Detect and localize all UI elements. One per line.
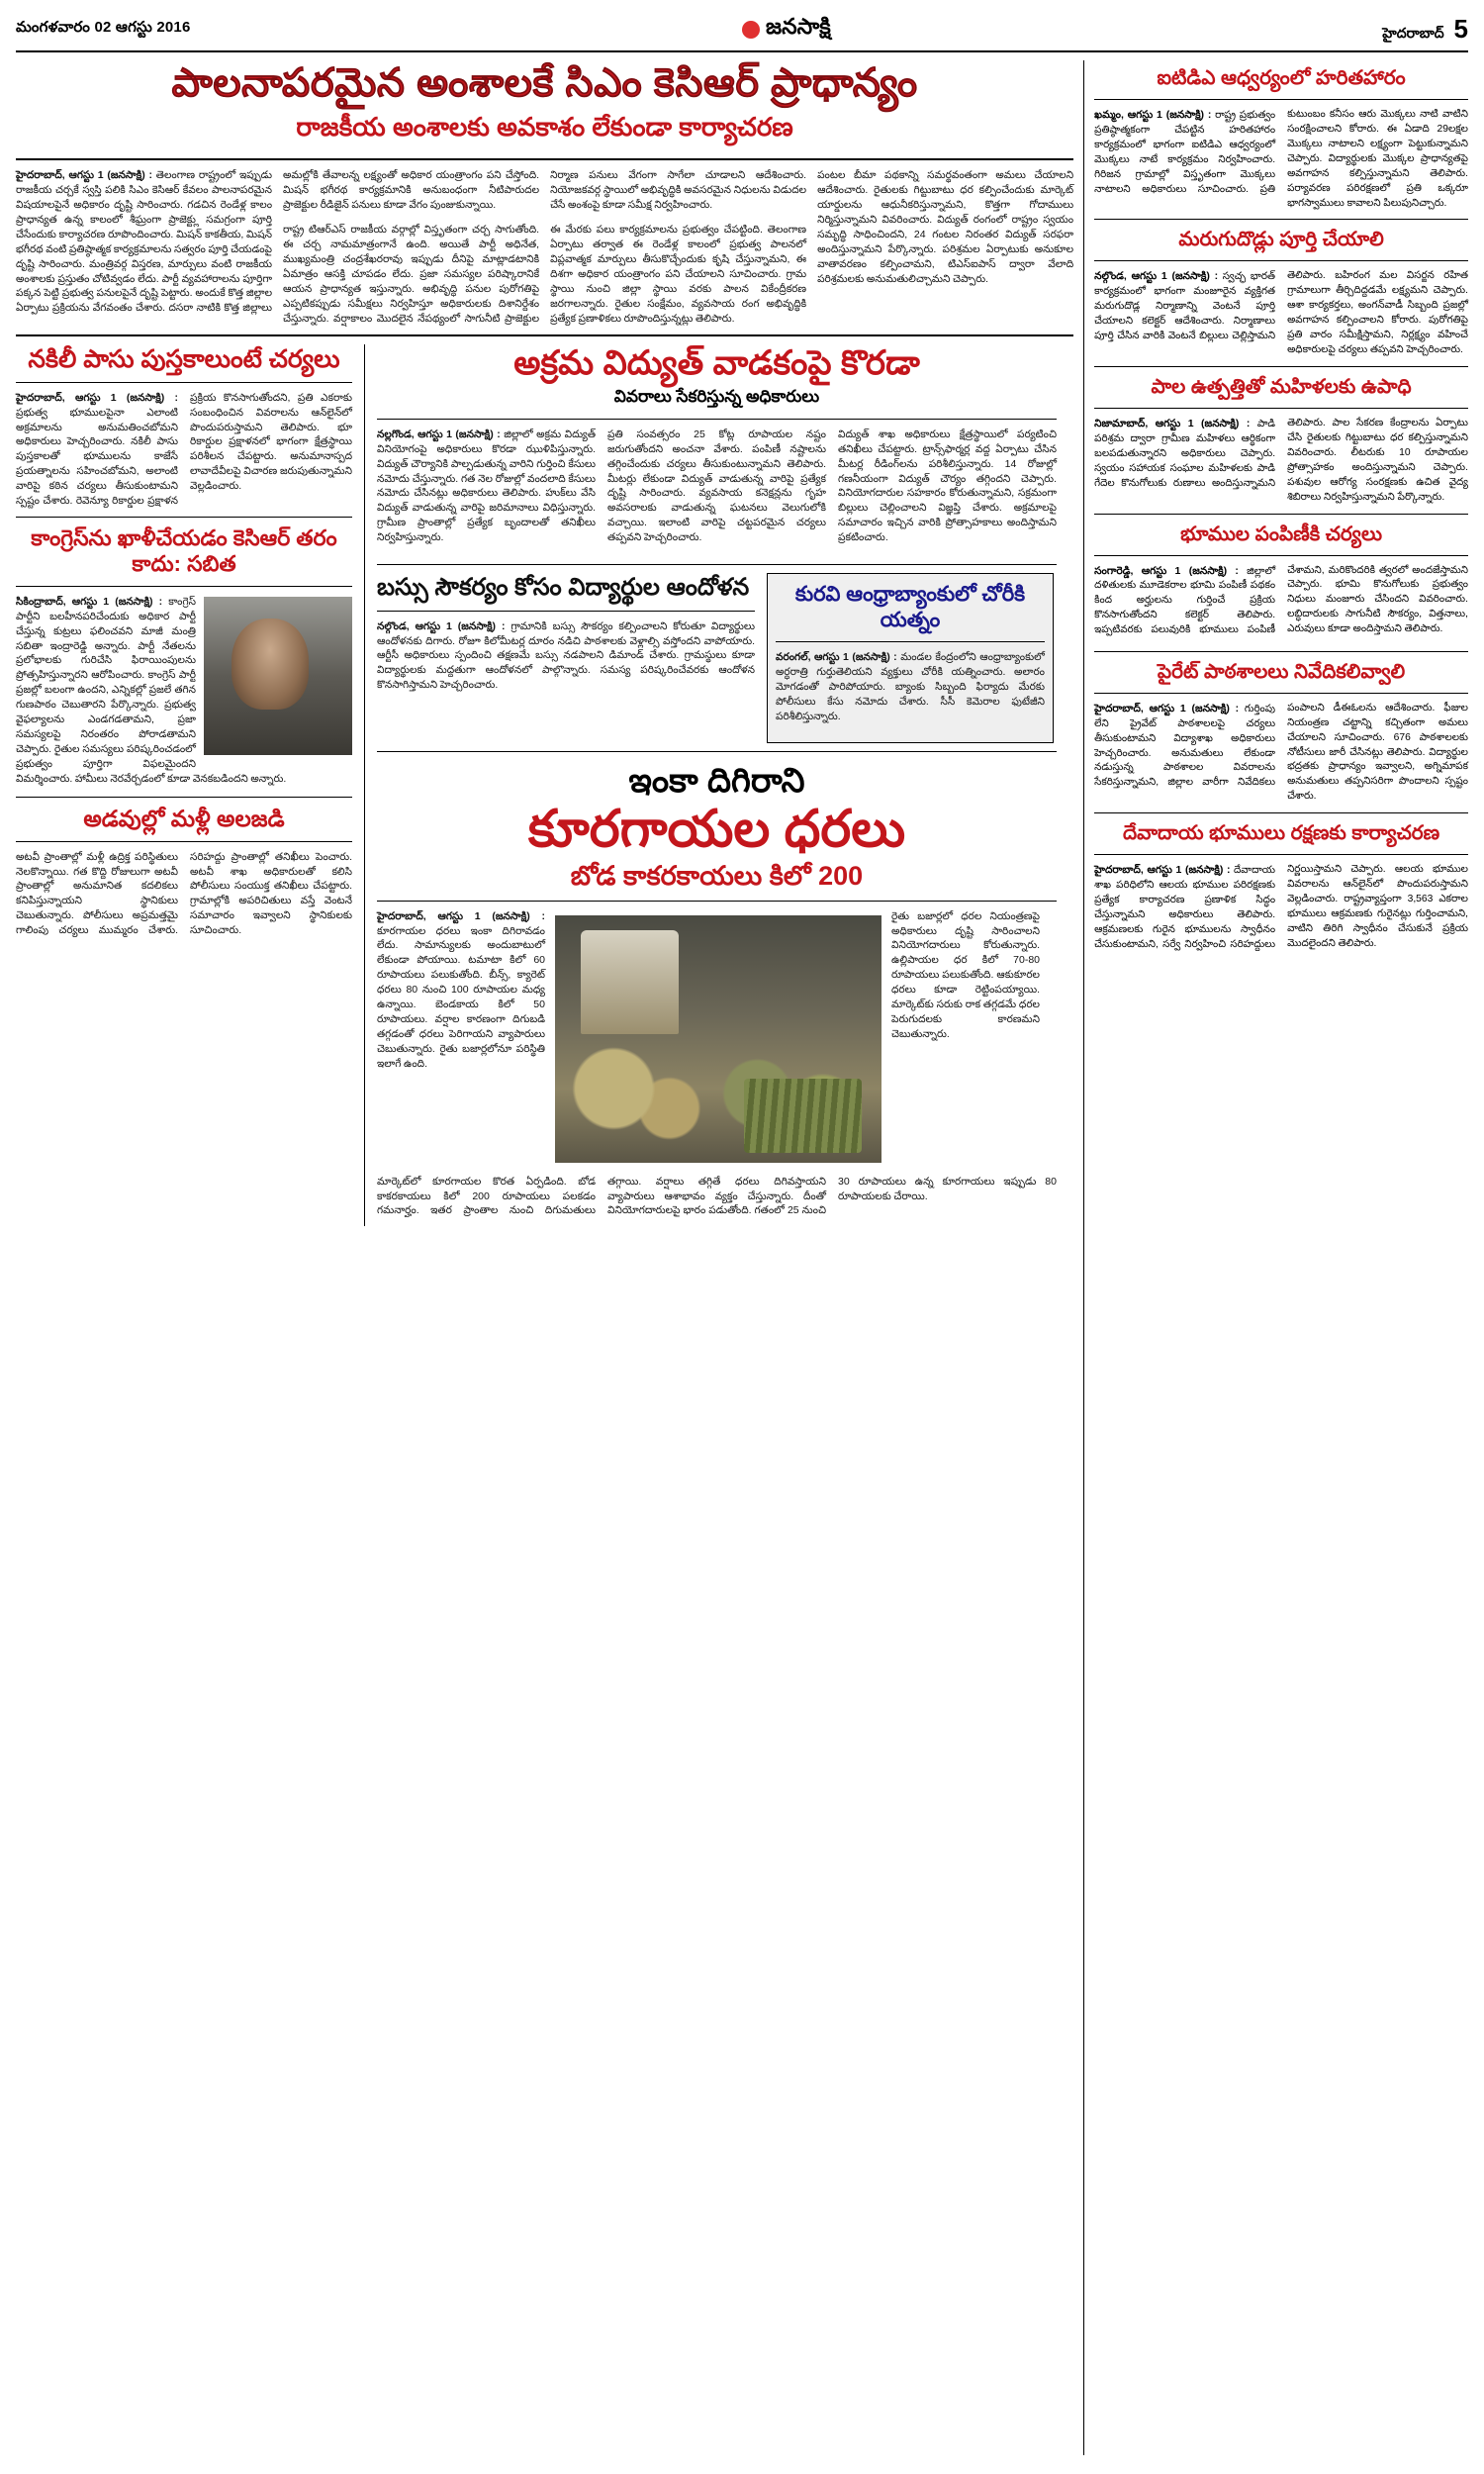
divider [16,797,352,798]
lead-col3: ఈ మేరకు పలు కార్యక్రమాలను ప్రభుత్వం చేపట్టింది. తెలంగాణ ఏర్పాటు తర్వాత ఈ రెండేళ్ల కాలంలో ప్రభుత్వ పాలనలో విప్లవాత్మక మార్పులు తీసుకొచ్చేందుకు కృషి చేస్తున్నామని, ఈ దిశగా అధికార యంత్రాంగం పని చేయాలని సూచించారు. గ్రామ స్థాయి నుంచి జిల్లా స్థాయి వరకు పాలన వికేంద్రీకరణ జరగాలన్నారు. రైతుల సంక్షేమం, వ్యవసాయ రంగ అభివృద్ధికి ప్రత్యేక ప్రణాళికలు రూపొందిస్తున్నట్లు తెలిపారు. [550,224,807,325]
power-theft-col3: విద్యుత్ శాఖ అధికారులు క్షేత్రస్థాయిలో పర్యటించి తనిఖీలు చేపట్టారు. ట్రాన్స్‌ఫార్మర్ల వద్ద ఏర్పాటు చేసిన మీటర్ల రీడింగ్‌లను పరిశీలిస్తున్నారు. 14 రోజుల్లో గణనీయంగా విద్యుత్ చౌర్యం తగ్గిందని చెప్పారు. వినియోగదారుల సహకారం కోరుతున్నామని, సక్రమంగా బిల్లులు చెల్లించాలని విజ్ఞప్తి చేశారు. అక్రమాలపై సమాచారం ఇచ్చిన వారికి ప్రోత్సాహకాలు అందిస్తామని ప్రకటించారు. [838,428,1057,544]
veg-right-text [891,909,1040,1169]
story-private-schools [1094,660,1468,805]
sabitha-body [16,595,352,787]
divider [377,564,1057,565]
logo-dot-icon [742,21,760,39]
divider [1094,219,1468,220]
veg-kicker: ఇంకా దిగిరాని [628,762,805,801]
divider [1094,366,1468,367]
bus-byline: నల్గొండ, ఆగస్టు 1 (జనసాక్షి) : [377,619,506,632]
column-middle [364,344,1057,1227]
bank-text: మండల కేంద్రంలోని ఆంధ్రాబ్యాంకులో అర్ధరాత్రి గుర్తుతెలియని వ్యక్తులు చోరీకి యత్నించారు. అలారం మోగడంతో పారిపోయారు. బ్యాంకు సిబ్బంది ఫిర్యాదు మేరకు పోలీసులు కేసు నమోదు చేశారు. సీసీ కెమెరాల ఫుటేజీని పరిశీలిస్తున్నారు. [776,651,1045,722]
power-theft-headline: అక్రమ విద్యుత్ వాడకంపై కొరడా [513,343,920,382]
bank-headline: కురవి ఆంధ్రాబ్యాంకులో చోరీకి యత్నం [794,582,1026,631]
temple-body [1094,863,1468,957]
page-number: 5 [1453,14,1468,44]
page-indicator [1382,14,1468,45]
forest-text: అటవీ ప్రాంతాల్లో మళ్లీ ఉద్రిక్త పరిస్థితులు నెలకొన్నాయి. గత కొద్ది రోజులుగా అటవీ ప్రాంతాల్లో అనుమానిత కదలికలు కనిపిస్తున్నాయని స్థానికులు చెబుతున్నారు. పోలీసులు అప్రమత్తమై గాలింపు చర్యలు ముమ్మరం చేశారు. సరిహద్దు ప్రాంతాల్లో తనిఖీలు పెంచారు. అటవీ శాఖ అధికారులతో కలిసి పోలీసులు సంయుక్త తనిఖీలు చేపట్టారు. గ్రామాల్లోకి అపరిచితులు వస్తే వెంటనే సమాచారం ఇవ్వాలని స్థానికులకు సూచించారు. [16,850,352,937]
divider [1094,514,1468,515]
sabitha-photo [204,597,352,755]
veg-caption-left: కూరగాయల ధరలు ఇంకా దిగిరావడం లేదు. సామాన్యులకు అందుబాటులో లేకుండా పోయాయి. టమాటా కిలో 60 రూపాయలు పలుకుతోంది. బీన్స్, క్యారెట్ ధరలు 80 నుంచి 100 రూపాయల మధ్య ఉన్నాయి. బెండకాయ కిలో 50 రూపాయలు. వర్షాల కారణంగా దిగుబడి తగ్గడంతో ధరలు పెరిగాయని వ్యాపారులు చెబుతున్నారు. రైతు బజార్లలోనూ పరిస్థితి ఇలాగే ఉంది. [377,924,545,1070]
toilets-headline: మరుగుదొడ్లు పూర్తి చేయాలి [1178,229,1384,251]
divider [16,517,352,518]
veg-tail [377,1175,1057,1219]
divider [1094,555,1468,556]
temple-byline: హైదరాబాద్, ఆగస్టు 1 (జనసాక్షి) : [1094,864,1231,877]
story-toilets [1094,228,1468,358]
sabitha-text: కాంగ్రెస్ పార్టీని బలహీనపరిచేందుకు అధికార పార్టీ చేస్తున్న కుట్రలు ఫలించవని మాజీ మంత్రి సబితా ఇంద్రారెడ్డి అన్నారు. పార్టీ నేతలను ప్రలోభాలకు గురిచేసి ఫిరాయింపులను ప్రోత్సహిస్తున్నారని ఆరోపించారు. కాంగ్రెస్ పార్టీ ప్రజల్లో బలంగా ఉందని, ఎన్నికల్లో ప్రజలే తగిన గుణపాఠం చెబుతారని పేర్కొన్నారు. ప్రభుత్వ వైఫల్యాలను ఎండగడతామని, ప్రజా సమస్యలపై నిరంతరం పోరాడతామని చెప్పారు. రైతుల సమస్యలు పరిష్కరించడంలో ప్రభుత్వం పూర్తిగా విఫలమైందని విమర్శించారు. హామీలు నెరవేర్చడంలో కూడా వెనకబడిందని అన్నారు. [16,595,287,785]
story-haritha-haram [1094,66,1468,211]
divider [377,901,1057,902]
publication-date: మంగళవారం 02 ఆగస్టు 2016 [16,19,191,36]
veg-photo-wrap [555,909,881,1169]
bus-headline: బస్సు సౌకర్యం కోసం విద్యార్థుల ఆందోళన [377,573,750,601]
haritha-byline: ఖమ్మం, ఆగస్టు 1 (జనసాక్షి) : [1094,109,1212,121]
divider [1094,99,1468,100]
lead-subhead: రాజకీయ అంశాలకు అవకాశం లేకుండా కార్యాచరణ [296,112,793,142]
toilets-text: స్వచ్ఛ భారత్ కార్యక్రమంలో భాగంగా మంజూరైన వ్యక్తిగత మరుగుదొడ్ల నిర్మాణాన్ని వెంటనే పూర్తి చేయాలని కలెక్టర్ ఆదేశించారు. నిర్మాణాలు పూర్తి చేసిన వారికి వెంటనే బిల్లులు చెల్లిస్తామని తెలిపారు. బహిరంగ మల విసర్జన రహిత గ్రామాలుగా తీర్చిదిద్దడమే లక్ష్యమని చెప్పారు. ఆశా కార్యకర్తలు, అంగన్‌వాడీ సిబ్బంది ప్రజల్లో అవగాహన కల్పించాలని కోరారు. పురోగతిపై ప్రతి వారం సమీక్షిస్తామని, నిర్లక్ష్యం వహించే అధికారులపై చర్యలు తప్పవని హెచ్చరించారు. [1094,270,1468,356]
divider [16,586,352,587]
bank-byline: వరంగల్, ఆగస్టు 1 (జనసాక్షి) : [776,651,897,664]
power-theft-body [377,428,1057,556]
milk-text: పాడి పరిశ్రమ ద్వారా గ్రామీణ మహిళలు ఆర్థికంగా బలపడుతున్నారని అధికారులు చెప్పారు. స్వయం సహాయక సంఘాల మహిళలకు పాడి గేదెల కొనుగోలుకు రుణాలు అందిస్తున్నామని తెలిపారు. పాల సేకరణ కేంద్రాలను ఏర్పాటు చేసి రైతులకు గిట్టుబాటు ధర కల్పిస్తున్నామని వివరించారు. లీటరుకు 10 రూపాయల ప్రోత్సాహకం అందిస్తున్నామని చెప్పారు. పశువుల ఆరోగ్య సంరక్షణకు ఉచిత వైద్య శిబిరాలు నిర్వహిస్తున్నామని పేర్కొన్నారు. [1094,417,1468,503]
mid-subcolumns [377,573,1057,744]
divider [1094,854,1468,855]
fake-pattas-body [16,391,352,509]
lead-col4: పంటల బీమా పథకాన్ని సమర్థవంతంగా అమలు చేయాలని ఆదేశించారు. రైతులకు గిట్టుబాటు ధర కల్పించేందుకు మార్కెట్ యార్డులను ఆధునీకరిస్తున్నామని, కొత్తగా గోదాములు నిర్మిస్తున్నామని వివరించారు. విద్యుత్ రంగంలో రాష్ట్రం స్వయం సమృద్ధి సాధించిందని, 24 గంటల నిరంతర విద్యుత్ సరఫరా అందిస్తున్నామని పేర్కొన్నారు. పరిశ్రమల ఏర్పాటుకు అనుకూల వాతావరణం కల్పించామని, టిఎస్ఐపాస్ ద్వారా వేలాది పరిశ్రమలకు అనుమతులిచ్చామని చెప్పారు. [817,169,1074,285]
masthead [16,14,1468,52]
story-vegetable-prices [377,760,1057,1218]
veg-subhead: బోడ కాకరకాయలు కిలో 200 [570,861,864,892]
paper-name: జనసాక్షి [766,14,831,39]
haritha-headline: ఐటిడిఎ ఆధ్వర్యంలో హరితహారం [1157,67,1406,89]
divider [776,641,1045,642]
left-main-area [16,60,1073,2455]
divider [377,419,1057,420]
veg-body-tail: మార్కెట్‌లో కూరగాయల కొరత ఏర్పడింది. బోడ కాకరకాయలు కిలో 200 రూపాయలు పలకడం గమనార్హం. ఇతర ప్రాంతాల నుంచి దిగుమతులు తగ్గాయి. వర్షాలు తగ్గితే ధరలు దిగివస్తాయని వ్యాపారులు ఆశాభావం వ్యక్తం చేస్తున్నారు. దీంతో వినియోగదారులపై భారం పడుతోంది. గతంలో 25 నుంచి 30 రూపాయలు ఉన్న కూరగాయలు ఇప్పుడు 80 రూపాయలకు చేరాయి. [377,1175,1057,1217]
temple-headline: దేవాదాయ భూములు రక్షణకు కార్యాచరణ [1122,822,1440,845]
power-theft-col1: జిల్లాలో అక్రమ విద్యుత్ వినియోగంపై అధికారులు కొరడా ఝుళిపిస్తున్నారు. విద్యుత్ చౌర్యానికి పాల్పడుతున్న వారిని గుర్తించి కేసులు నమోదు చేస్తున్నారు. గత నెల రోజుల్లో వందలాది కేసులు నమోదు చేసినట్లు అధికారులు తెలిపారు. హుక్‌లు వేసి విద్యుత్ వాడుతున్న వారిపై జరిమానాలు విధిస్తున్నారు. గ్రామీణ ప్రాంతాల్లో ప్రత్యేక బృందాలతో తనిఖీలు నిర్వహిస్తున్నారు. [377,428,596,544]
divider [1094,651,1468,652]
story-fake-pattas [16,344,352,509]
divider [16,158,1073,160]
toilets-byline: నల్గొండ, ఆగస్టు 1 (జనసాక్షి) : [1094,270,1219,283]
bank-box [767,573,1054,744]
bus-text: గ్రామానికి బస్సు సౌకర్యం కల్పించాలని కోరుతూ విద్యార్థులు ఆందోళనకు దిగారు. రోజూ కిలోమీటర్ల దూరం నడిచి పాఠశాలకు వెళ్లాల్సి వస్తోందని వాపోయారు. ఆర్టీసీ అధికారులు స్పందించి తక్షణమే బస్సు నడపాలని డిమాండ్ చేశారు. గ్రామస్థులు కూడా విద్యార్థులకు మద్దతుగా ఆందోళనలో పాల్గొన్నారు. సమస్య పరిష్కరించేవరకు ఆందోళన కొనసాగిస్తామని హెచ్చరించారు. [377,619,755,692]
forest-headline: అడవుల్లో మళ్లీ అలజడి [83,806,285,832]
power-theft-deck: వివరాలు సేకరిస్తున్న అధికారులు [613,386,820,406]
lead-byline: హైదరాబాద్, ఆగస్టు 1 (జనసాక్షి) : [16,169,152,182]
toilets-body [1094,269,1468,358]
fake-pattas-byline: హైదరాబాద్, ఆగస్టు 1 (జనసాక్షి) : [16,391,178,404]
milk-headline: పాల ఉత్పత్తితో మహిళలకు ఉపాధి [1151,375,1412,398]
divider [16,382,352,383]
column-left [16,344,352,1227]
story-temple-lands [1094,821,1468,957]
bus-story-wrap [377,573,755,744]
bus-body [377,619,755,694]
land-byline: సంగారెడ్డి, ఆగస్టు 1 (జనసాక్షి) : [1094,564,1239,577]
land-headline: భూముల పంపిణీకి చర్యలు [1180,523,1383,545]
story-milk [1094,375,1468,506]
vegetable-market-photo [555,915,881,1163]
divider [1094,408,1468,409]
schools-body [1094,702,1468,805]
lead-col1: తెలంగాణ రాష్ట్రంలో ఇప్పుడు రాజకీయ చర్చకే స్వస్తి పలికి సిఎం కెసిఆర్ కేవలం పాలనాపరమైన విషయాలపైనే అధికారం దృష్టి సారించారు. గడచిన రెండేళ్ల కాలం ప్రాధాన్యత ఉన్న కాలంలో శీఘ్రంగా ప్రాజెక్ట్లు సమగ్రంగా పూర్తి చేసేందుకు కార్యాచరణ రూపొందించారు. మిషన్ కాకతీయ, మిషన్ భగీరథ వంటి ప్రతిష్ఠాత్మక కార్యక్రమాలను సత్వరం పూర్తి చేయడంపై దృష్టి సారించారు. మంత్రివర్గ విస్తరణ, మార్పులు వంటి రాజకీయ అంశాలకు ప్రస్తుతం చోటివ్వడం లేదు. పార్టీ వ్యవహారాలను పూర్తిగా పక్కన పెట్టి ప్రభుత్వ పనులపైనే దృష్టి పెట్టారు. అందుకే కొత్త జిల్లాల ఏర్పాటు ప్రక్రియను వేగవంతం చేశారు. దసరా నాటికి కొత్త జిల్లాలు అమల్లోకి తేవాలన్న లక్ష్యంతో అధికార యంత్రాంగం పని చేస్తోంది. మిషన్ భగీరథ కార్యక్రమానికి అనుబంధంగా నీటిపారుదల ప్రాజెక్టుల రీడిజైన్ పనులు కూడా వేగం పుంజుకున్నాయి. [16,169,540,315]
forest-body [16,850,352,944]
divider [16,334,1073,336]
paper-logo [742,14,831,45]
story-sabitha [16,525,352,787]
divider [16,841,352,842]
land-body [1094,564,1468,643]
milk-byline: నిజామాబాద్, ఆగస్టు 1 (జనసాక్షి) : [1094,417,1251,429]
haritha-body [1094,108,1468,211]
story-land-distribution [1094,523,1468,643]
story-forest [16,806,352,943]
sabitha-byline: సికింద్రాబాద్, ఆగస్టు 1 (జనసాక్షి) : [16,595,163,608]
lead-col2: రాష్ట్ర టిఆర్ఎస్ రాజకీయ వర్గాల్లో విస్తృతంగా చర్చ సాగుతోంది. ఈ చర్చ నామమాత్రంగానే ఉంది. అయితే పార్టీ అధినేత, ముఖ్యమంత్రి చంద్రశేఖరరావు ఇప్పుడు దీనిపై మాట్లాడటానికి ఏమాత్రం ఆసక్తి చూపడం లేదు. ప్రజా సమస్యల పరిష్కారానికే ఆయన ప్రాధాన్యత ఇస్తున్నారు. అభివృద్ధి పనుల పురోగతిపై ఎప్పటికప్పుడు సమీక్షలు నిర్వహిస్తూ అధికారులకు దిశానిర్దేశం చేస్తున్నారు. వర్షాకాలం మొదలైన నేపథ్యంలో సాగునీటి ప్రాజెక్టుల నిర్మాణ పనులు వేగంగా సాగేలా చూడాలని ఆదేశించారు. నియోజకవర్గ స్థాయిలో అభివృద్ధికి అవసరమైన నిధులను విడుదల చేసే అంశంపై కూడా సమీక్ష నిర్వహించారు. [283,169,807,325]
temple-text: దేవాదాయ శాఖ పరిధిలోని ఆలయ భూముల పరిరక్షణకు ప్రత్యేక కార్యాచరణ ప్రణాళిక సిద్ధం చేస్తున్నామని అధికారులు తెలిపారు. ఆక్రమణలకు గురైన భూములను స్వాధీనం చేసుకుంటామని, సర్వే నిర్వహించి సరిహద్దులు నిర్ణయిస్తామని చెప్పారు. ఆలయ భూముల వివరాలను ఆన్‌లైన్‌లో పొందుపరుస్తామని వెల్లడించారు. రాష్ట్రవ్యాప్తంగా 3,563 ఎకరాల భూములు ఆక్రమణకు గురైనట్లు గుర్తించామని, వాటిని తిరిగి స్వాధీనం చేసుకునే ప్రక్రియ మొదలైందని తెలిపారు. [1094,864,1468,950]
edition-label: హైదరాబాద్ [1382,25,1444,41]
bank-body [776,650,1045,724]
land-text: జిల్లాలో దళితులకు మూడెకరాల భూమి పంపిణీ పథకం కింద అర్హులను గుర్తించే ప్రక్రియ కొనసాగుతోందని కలెక్టర్ తెలిపారు. ఇప్పటివరకు పలువురికి భూములు పంపిణీ చేశామని, మరికొందరికి త్వరలో అందజేస్తామని చెప్పారు. భూమి కొనుగోలుకు ప్రభుత్వం నిధులు మంజూరు చేసిందని వివరించారు. లబ్ధిదారులకు సాగునీటి సౌకర్యం, విత్తనాలు, ఎరువులు కూడా అందిస్తామని తెలిపారు. [1094,564,1468,636]
milk-body [1094,417,1468,506]
fake-pattas-text: ప్రభుత్వ భూములపైనా ఎలాంటి అక్రమాలను అనుమతించబోమని అధికారులు హెచ్చరించారు. నకిలీ పాసు పుస్తకాలతో భూములను కాజేసే ప్రయత్నాలను సహించబోమని, అలాంటి వారిపై కఠిన చర్యలు తీసుకుంటామని స్పష్టం చేశారు. రెవెన్యూ రికార్డుల ప్రక్షాళన ప్రక్రియ కొనసాగుతోందని, ప్రతి ఎకరాకు సంబంధించిన వివరాలను ఆన్‌లైన్‌లో పొందుపరుస్తామని తెలిపారు. భూ రికార్డుల ప్రక్షాళనలో భాగంగా క్షేత్రస్థాయి పరిశీలన చేపట్టారు. అనుమానాస్పద లావాదేవీలపై విచారణ జరుపుతున్నామని వెల్లడించారు. [16,391,352,508]
divider [1094,693,1468,694]
veg-byline: హైదరాబాద్, ఆగస్టు 1 (జనసాక్షి) : [377,909,545,922]
schools-byline: హైదరాబాద్, ఆగస్టు 1 (జనసాక్షి) : [1094,702,1240,714]
schools-headline: పైరేట్ పాఠశాలలు నివేదికలివ్వాలి [1157,660,1406,683]
lower-columns [16,344,1073,1227]
power-theft-col2: ప్రతి సంవత్సరం 25 కోట్ల రూపాయల నష్టం జరుగుతోందని అంచనా వేశారు. పంపిణీ నష్టాలను తగ్గించేందుకు చర్యలు తీసుకుంటున్నామని తెలిపారు. మీటర్లు లేకుండా విద్యుత్ వాడుతున్న వారిపై ప్రత్యేక దృష్టి సారించారు. వ్యవసాయ కనెక్షన్లను గృహ అవసరాలకు వాడుతున్న ఘటనలు వెలుగులోకి వచ్చాయి. ఇలాంటి వారిపై చట్టపరమైన చర్యలు తప్పవని హెచ్చరించారు. [607,428,826,544]
divider [377,611,755,612]
veg-caption-right: రైతు బజార్లలో ధరల నియంత్రణపై అధికారులు దృష్టి సారించాలని వినియోగదారులు కోరుతున్నారు. ఉల్లిపాయల ధర కిలో 70-80 రూపాయలు పలుకుతోంది. ఆకుకూరల ధరలు కూడా రెట్టింపయ్యాయి. మార్కెట్‌కు సరుకు రాక తగ్గడమే ధరల పెరుగుదలకు కారణమని చెబుతున్నారు. [891,909,1040,1040]
page-grid [16,60,1468,2455]
story-power-theft [377,344,1057,556]
divider [377,751,1057,752]
divider [1094,812,1468,813]
lead-story [16,60,1073,327]
column-right [1083,60,1468,2455]
schools-text: గుర్తింపు లేని ప్రైవేట్ పాఠశాలలపై చర్యలు తీసుకుంటామని విద్యాశాఖ అధికారులు హెచ్చరించారు. అనుమతులు లేకుండా నడుస్తున్న పాఠశాలల వివరాలను సేకరిస్తున్నామని, జిల్లాల వారీగా నివేదికలు పంపాలని డీఈఓలను ఆదేశించారు. ఫీజుల నియంత్రణ చట్టాన్ని కచ్చితంగా అమలు చేయాలని సూచించారు. 676 పాఠశాలలకు నోటీసులు జారీ చేసినట్లు తెలిపారు. విద్యార్థుల భద్రతకు ప్రాధాన్యం ఇవ్వాలని, అగ్నిమాపక అనుమతులు తప్పనిసరిగా పొందాలని స్పష్టం చేశారు. [1094,702,1468,803]
lead-body [16,168,1073,327]
haritha-text: రాష్ట్ర ప్రభుత్వం ప్రతిష్ఠాత్మకంగా చేపట్టిన హరితహారం కార్యక్రమంలో భాగంగా ఐటిడిఎ ఆధ్వర్యంలో మొక్కలు నాటే కార్యక్రమం నిర్వహించారు. గిరిజన గ్రామాల్లో విస్తృతంగా మొక్కలు నాటాలని అధికారులు సూచించారు. ప్రతి కుటుంబం కనీసం ఆరు మొక్కలు నాటి వాటిని సంరక్షించాలని కోరారు. ఈ ఏడాది 29లక్షల మొక్కలు నాటాలని లక్ష్యంగా పెట్టుకున్నామని చెప్పారు. విద్యార్థులకు మొక్కల ప్రాధాన్యతపై అవగాహన కల్పిస్తున్నామని తెలిపారు. పర్యావరణ పరిరక్షణలో ప్రతి ఒక్కరూ భాగస్వాములు కావాలని పిలుపునిచ్చారు. [1094,109,1468,209]
bank-story-wrap [767,573,1054,744]
power-theft-byline: నల్లగొండ, ఆగస్టు 1 (జనసాక్షి) : [377,428,501,440]
veg-content [377,909,1057,1169]
divider [1094,260,1468,261]
veg-left-text [377,909,545,1169]
veg-headline: కూరగాయల ధరలు [527,800,906,858]
sabitha-headline: కాంగ్రెస్‌ను ఖాళీచేయడం కెసిఆర్ తరం కాదు: సబిత [31,525,337,577]
fake-pattas-headline: నకిలీ పాసు పుస్తకాలుంటే చర్యలు [28,344,340,373]
lead-headline: పాలనాపరమైన అంశాలకే సిఎం కెసిఆర్ ప్రాధాన్యం [171,61,918,105]
